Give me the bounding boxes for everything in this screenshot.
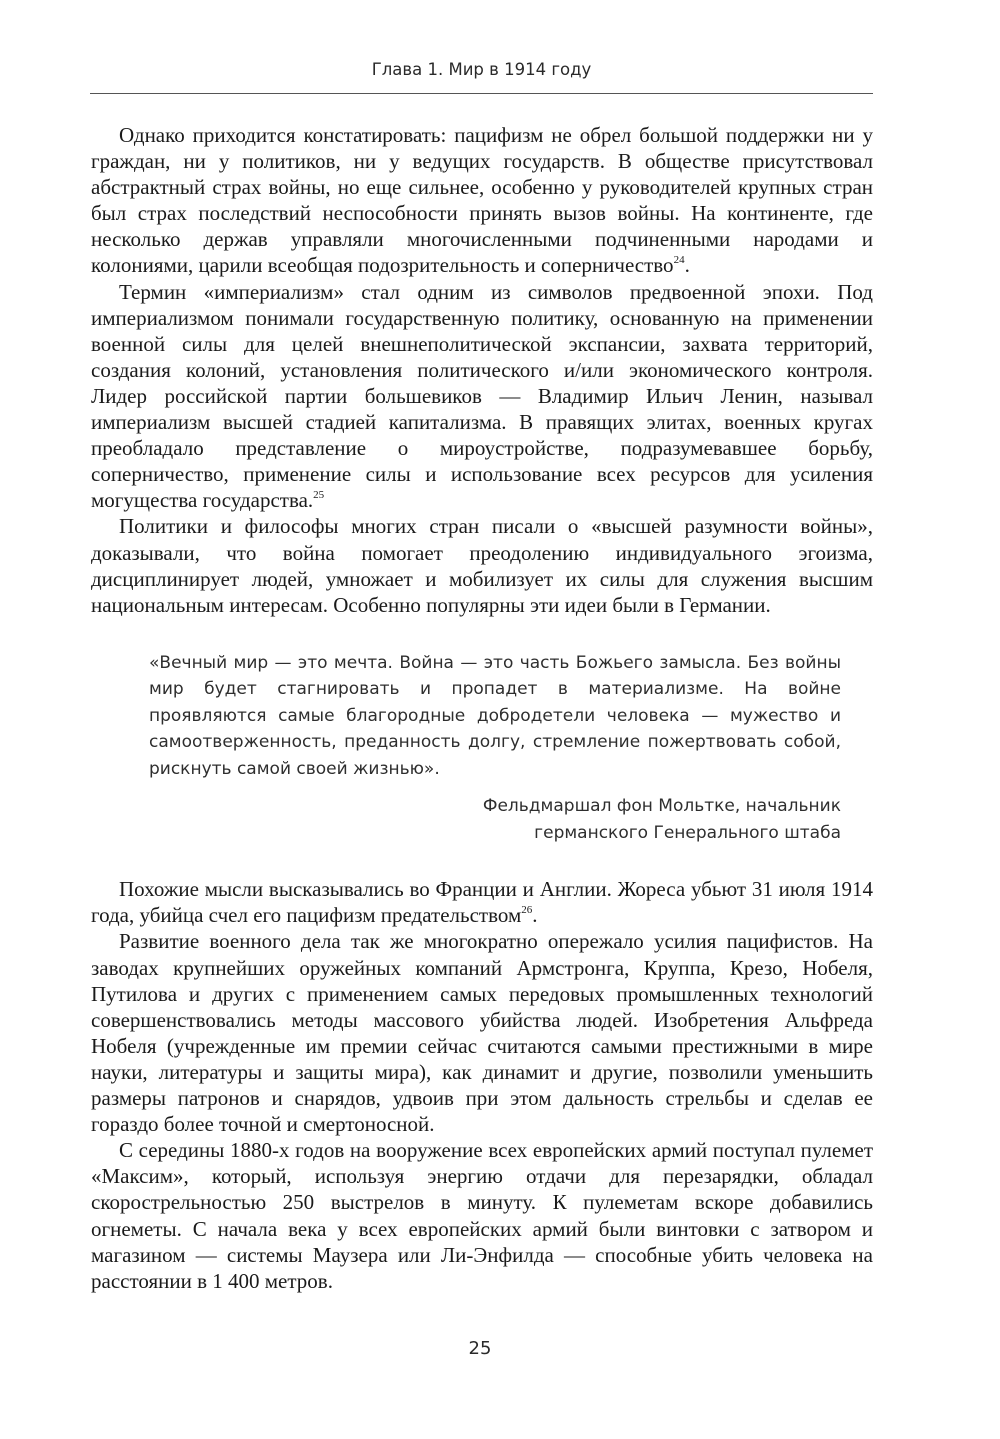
- paragraph-text: Развитие военного дела так же многократно опережало усилия пацифистов. На заводах крупнейших оружейных компаний Армстронга, Круппа, Крезо, Нобеля, Путилова и других с применением самых передовых промышленных технологий совершенствовались методы массового убийства людей. Изобретения Альфреда Нобеля (учрежденные им премии сейчас считаются самыми престижными в мире науки, литературы и защиты мира), как динамит и другие, позволили уменьшить размеры патронов и снарядов, удвоив при этом дальность стрельбы и сделав ее гораздо более точной и смертоносной.: [91, 929, 873, 1137]
- paragraph-text: Термин «империализм» стал одним из символов предвоенной эпохи. Под империализмом понимали государственную политику, основанную на применении военной силы для целей внешнеполитической экспансии, захвата территорий, создания колоний, установления политического и/или экономического контроля. Лидер российской партии большевиков — Владимир Ильич Ленин, называл империализм высшей стадией капитализма. В правящих элитах, военных кругах преобладало представление о мироустройстве, подразумевавшее борьбу, соперничество, применение силы и использование всех ресурсов для усиления могущества государства.: [91, 279, 873, 513]
- paragraph-text: Однако приходится констатировать: пацифизм не обрел большой поддержки ни у граждан, ни у политиков, ни у ведущих государств. В обществе присутствовал абстрактный страх войны, но еще сильнее, особенно у руководителей крупных стран был страх последствий неспособности принять вызов войны. На континенте, где несколько держав управляли многочисленными подчиненными народами и колониями, царили всеобщая подозрительность и соперничество: [91, 123, 873, 278]
- block-quote: [149, 650, 841, 783]
- running-head: Глава 1. Мир в 1914 году: [371, 60, 592, 79]
- paragraph-military: [91, 928, 873, 1137]
- paragraph-text: Политики и философы многих стран писали о «высшей разумности войны», доказывали, что война помогает преодолению индивидуального эгоизма, дисциплинирует людей, умножает и мобилизует их силы для служения высшим национальным интересам. Особенно популярны эти идеи были в Германии.: [91, 514, 873, 617]
- footnote-ref-26[interactable]: 26: [521, 904, 533, 917]
- paragraph-pacifism: Однако приходится констатировать: пацифизм не обрел большой поддержки ни у граждан, ни у политиков, ни у ведущих государств. В обществе присутствовал абстрактный страх войны, но еще сильнее, особенно у руководителей крупных стран был страх последствий неспособности принять вызов войны. На континенте, где несколько держав управляли многочисленными подчиненными народами и колониями, царили всеобщая подозрительность и соперничество$^{24}$.: [91, 123, 873, 278]
- page-body: [91, 122, 873, 1294]
- quote-text: «Вечный мир — это мечта. Война — это часть Божьего замысла. Без войны мир будет стагнировать и пропадет в материализме. На войне проявляются самые благородные добродетели человека — мужество и самоотверженность, преданность долгу, стремление пожертвовать собой, рискнуть самой своей жизнью».: [149, 652, 841, 779]
- attribution-line: Фельдмаршал фон Мольтке, начальник: [482, 796, 841, 817]
- paragraph-text: С середины 1880-х годов на вооружение всех европейских армий поступал пулемет «Максим», который, используя энергию отдачи для перезарядки, обладал скорострельностью 250 выстрелов в минуту. К пулеметам вскоре добавились огнеметы. С начала века у всех европейских армий были винтовки с затвором и магазином — системы Маузера или Ли-Энфилда — способные убить человека на расстоянии в 1 400 метров.: [91, 1138, 873, 1293]
- header-rule: [90, 93, 873, 94]
- footnote-ref-24[interactable]: 24: [673, 254, 685, 267]
- quote-attribution: [91, 793, 841, 846]
- paragraph-imperialism: [91, 279, 873, 514]
- paragraph-weapons: [91, 1137, 873, 1294]
- paragraph-jaures: Похожие мысли высказывались во Франции и Англии. Жореса убьют 31 июля 1914 года, убийца счел его пацифизм предательством$^{26}$.: [91, 877, 873, 928]
- footnote-ref-25[interactable]: 25: [313, 489, 325, 502]
- paragraph-philosophers: [91, 513, 873, 617]
- paragraph-text: Похожие мысли высказывались во Франции и Англии. Жореса убьют 31 июля 1914 года, убийца счел его пацифизм предательством: [91, 877, 873, 928]
- attribution-line: германского Генерального штаба: [534, 822, 841, 843]
- page-number: 25: [468, 1338, 492, 1359]
